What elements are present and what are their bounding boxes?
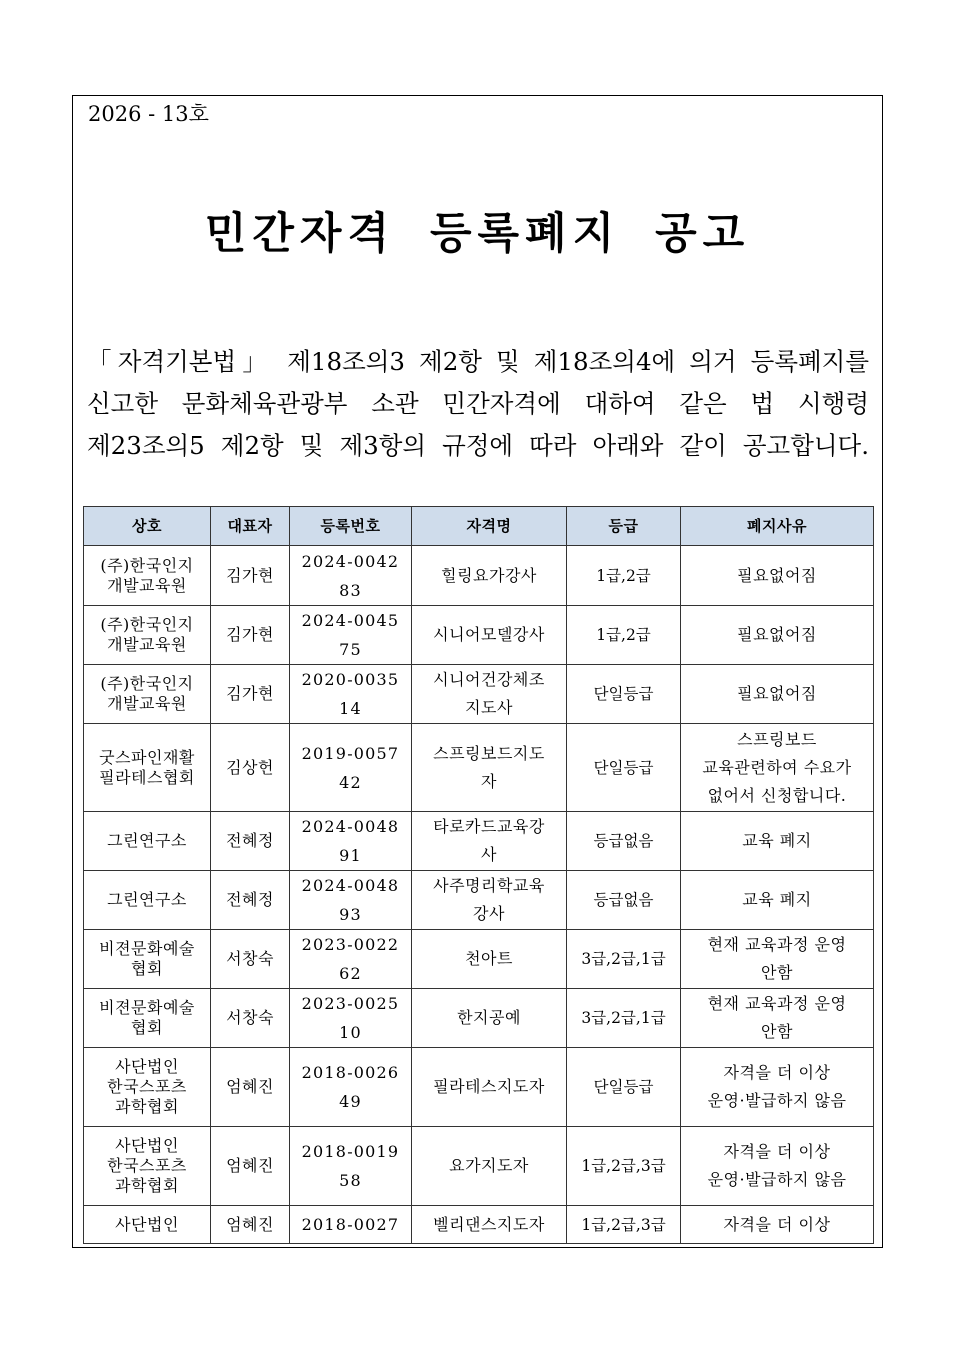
notice-body: [87, 341, 869, 467]
qualification-name-cell: [412, 871, 567, 930]
registration-number-cell-line: 75: [339, 640, 362, 659]
company-cell: [84, 871, 211, 930]
company-cell: [84, 1048, 211, 1127]
qualification-name-cell: [412, 606, 567, 665]
company-cell-line: 개발교육원: [107, 694, 187, 713]
registration-number-cell-line: 93: [339, 905, 362, 924]
body-line: 신고한 문화체육관광부 소관 민간자격에 대하여 같은 법 시행령: [87, 389, 869, 418]
company-cell-line: 한국스포츠: [107, 1156, 187, 1175]
grade-cell: 등급없음: [567, 871, 681, 930]
company-cell-line: 사단법인: [115, 1057, 179, 1076]
qualification-name-cell-line: 시니어모델강사: [433, 625, 545, 644]
company-cell: [84, 724, 211, 812]
registration-number-cell-line: 91: [339, 846, 362, 865]
company-cell: [84, 989, 211, 1048]
table-row: [84, 1048, 874, 1127]
registration-number-cell-line: 62: [339, 964, 362, 983]
registration-number-cell: [290, 606, 412, 665]
registration-number-cell: [290, 1206, 412, 1244]
registration-number-cell-line: 2024-0045: [301, 611, 400, 630]
table-row: [84, 546, 874, 606]
company-cell-line: (주)한국인지: [100, 555, 194, 575]
reason-cell: [681, 1127, 874, 1206]
document-frame: [72, 95, 883, 1248]
qualification-name-cell: [412, 546, 567, 606]
representative-cell: 엄혜진: [211, 1127, 290, 1206]
grade-cell: 단일등급: [567, 1048, 681, 1127]
table-row: [84, 989, 874, 1048]
company-cell: [84, 606, 211, 665]
company-cell-line: 개발교육원: [107, 575, 187, 595]
grade-cell: 1급,2급: [567, 606, 681, 665]
body-line: 「자격기본법」 제18조의3 제2항 및 제18조의4에 의거 등록폐지를: [87, 347, 869, 376]
representative-cell: 엄혜진: [211, 1206, 290, 1244]
company-cell-line: 그린연구소: [107, 831, 187, 850]
reason-cell-line: 교육 폐지: [742, 831, 812, 850]
qualification-name-cell-line: 벨리댄스지도자: [433, 1214, 545, 1234]
qualification-name-cell: [412, 1048, 567, 1127]
company-cell: [84, 930, 211, 989]
company-cell-line: 사단법인: [115, 1214, 179, 1234]
registration-number-cell-line: 2018-0027: [301, 1215, 400, 1234]
company-cell-line: 사단법인: [115, 1136, 179, 1155]
registration-number-cell-line: 2023-0022: [301, 935, 400, 954]
company-cell: [84, 812, 211, 871]
qualification-name-cell-line: 한지공예: [457, 1008, 521, 1027]
company-cell-line: 협회: [131, 1018, 163, 1037]
company-cell-line: 그린연구소: [107, 890, 187, 909]
reason-cell-line: 스프링보드: [737, 729, 817, 749]
qualification-name-cell-line: 타로카드교육강: [433, 817, 545, 836]
header-reason: 폐지사유: [681, 507, 874, 546]
registration-number-cell-line: 58: [339, 1171, 362, 1190]
reason-cell: [681, 665, 874, 724]
qualification-name-cell: [412, 1127, 567, 1206]
grade-cell: 1급,2급: [567, 546, 681, 606]
header-company: 상호: [84, 507, 211, 546]
reason-cell-line: 교육관련하여 수요가: [702, 757, 852, 777]
reason-cell-line: 현재 교육과정 운영: [707, 935, 847, 954]
header-registration-number: 등록번호: [290, 507, 412, 546]
notice-table: [83, 506, 874, 1244]
qualification-name-cell-line: 시니어건강체조: [433, 670, 545, 689]
reason-cell-line: 교육 폐지: [742, 890, 812, 909]
grade-cell: 단일등급: [567, 724, 681, 812]
qualification-name-cell: [412, 724, 567, 812]
qualification-name-cell-line: 지도사: [465, 698, 513, 717]
representative-cell: 엄혜진: [211, 1048, 290, 1127]
company-cell-line: 비젼문화예술: [99, 939, 195, 958]
registration-number-cell-line: 2023-0025: [301, 994, 400, 1013]
reason-cell-line: 없어서 신청합니다.: [707, 785, 847, 805]
company-cell-line: 개발교육원: [107, 635, 187, 654]
company-cell-line: (주)한국인지: [100, 674, 194, 693]
page-title: 민간자격 등록폐지 공고: [204, 209, 751, 259]
qualification-name-cell-line: 사주명리학교육: [433, 876, 545, 895]
qualification-name-cell-line: 힐링요가강사: [441, 565, 537, 585]
qualification-name-cell-line: 자: [481, 771, 497, 791]
company-cell: [84, 546, 211, 606]
table-row: [84, 1206, 874, 1244]
header-grade: 등급: [567, 507, 681, 546]
registration-number-cell-line: 14: [339, 699, 362, 718]
qualification-name-cell-line: 필라테스지도자: [433, 1077, 545, 1096]
company-cell-line: 과학협회: [115, 1097, 179, 1116]
registration-number-cell-line: 2024-0048: [301, 817, 400, 836]
company-cell-line: 과학협회: [115, 1176, 179, 1195]
table-row: [84, 930, 874, 989]
grade-cell: 3급,2급,1급: [567, 930, 681, 989]
company-cell: [84, 1127, 211, 1206]
registration-number-cell-line: 2024-0042: [301, 551, 400, 571]
table-row: [84, 606, 874, 665]
qualification-name-cell: [412, 989, 567, 1048]
header-qualification-name: 자격명: [412, 507, 567, 546]
table-row: [84, 812, 874, 871]
registration-number-cell-line: 2019-0057: [301, 743, 400, 763]
qualification-name-cell: [412, 1206, 567, 1244]
qualification-name-cell-line: 스프링보드지도: [433, 743, 545, 763]
reason-cell-line: 운영·발급하지 않음: [707, 1091, 847, 1110]
registration-number-cell: [290, 1127, 412, 1206]
registration-number-cell-line: 83: [339, 580, 362, 600]
representative-cell: 서창숙: [211, 930, 290, 989]
qualification-name-cell-line: 천아트: [465, 949, 513, 968]
qualification-name-cell-line: 사: [481, 845, 497, 864]
reason-cell-line: 필요없어짐: [737, 565, 817, 585]
grade-cell: 1급,2급,3급: [567, 1127, 681, 1206]
reason-cell-line: 필요없어짐: [737, 684, 817, 703]
table-row: [84, 665, 874, 724]
reason-cell: [681, 812, 874, 871]
table-header-row: [84, 507, 874, 546]
grade-cell: 단일등급: [567, 665, 681, 724]
reason-cell: [681, 871, 874, 930]
grade-cell: 등급없음: [567, 812, 681, 871]
registration-number-cell: [290, 989, 412, 1048]
reason-cell-line: 안함: [761, 1022, 793, 1041]
representative-cell: 전혜정: [211, 871, 290, 930]
registration-number-cell: [290, 930, 412, 989]
company-cell: [84, 665, 211, 724]
table-row: [84, 724, 874, 812]
qualification-name-cell: [412, 930, 567, 989]
grade-cell: 1급,2급,3급: [567, 1206, 681, 1244]
representative-cell: 전혜정: [211, 812, 290, 871]
company-cell-line: 한국스포츠: [107, 1077, 187, 1096]
qualification-name-cell-line: 요가지도자: [449, 1156, 529, 1175]
qualification-name-cell-line: 강사: [473, 904, 505, 923]
registration-number-cell-line: 2024-0048: [301, 876, 400, 895]
company-cell-line: 협회: [131, 959, 163, 978]
reason-cell-line: 자격을 더 이상: [723, 1214, 831, 1234]
body-line: 제23조의5 제2항 및 제3항의 규정에 따라 아래와 같이 공고합니다.: [87, 431, 869, 460]
table-row: [84, 1127, 874, 1206]
qualification-name-cell: [412, 812, 567, 871]
company-cell-line: (주)한국인지: [100, 615, 194, 634]
representative-cell: 김가현: [211, 606, 290, 665]
registration-number-cell: [290, 724, 412, 812]
company-cell-line: 굿스파인재활: [99, 747, 195, 767]
company-cell: [84, 1206, 211, 1244]
company-cell-line: 필라테스협회: [99, 767, 195, 787]
qualification-name-cell: [412, 665, 567, 724]
table-row: [84, 871, 874, 930]
reason-cell: [681, 724, 874, 812]
header-representative: 대표자: [211, 507, 290, 546]
registration-number-cell-line: 10: [339, 1023, 362, 1042]
registration-number-cell: [290, 812, 412, 871]
reason-cell: [681, 1206, 874, 1244]
reason-cell-line: 현재 교육과정 운영: [707, 994, 847, 1013]
registration-number-cell-line: 49: [339, 1092, 362, 1111]
registration-number-cell: [290, 871, 412, 930]
registration-number-cell-line: 2018-0019: [301, 1142, 400, 1161]
table-body: [84, 546, 874, 1244]
reason-cell-line: 자격을 더 이상: [723, 1063, 831, 1082]
company-cell-line: 비젼문화예술: [99, 998, 195, 1017]
reason-cell-line: 안함: [761, 963, 793, 982]
reason-cell-line: 운영·발급하지 않음: [707, 1170, 847, 1189]
reason-cell-line: 자격을 더 이상: [723, 1142, 831, 1161]
registration-number-cell-line: 2020-0035: [301, 670, 400, 689]
reason-cell: [681, 606, 874, 665]
representative-cell: 김상헌: [211, 724, 290, 812]
reason-cell: [681, 546, 874, 606]
reason-cell-line: 필요없어짐: [737, 625, 817, 644]
registration-number-cell: [290, 546, 412, 606]
grade-cell: 3급,2급,1급: [567, 989, 681, 1048]
registration-number-cell-line: 2018-0026: [301, 1063, 400, 1082]
representative-cell: 김가현: [211, 665, 290, 724]
registration-number-cell: [290, 1048, 412, 1127]
reason-cell: [681, 989, 874, 1048]
registration-number-cell: [290, 665, 412, 724]
registration-number-cell-line: 42: [339, 772, 362, 792]
representative-cell: 김가현: [211, 546, 290, 606]
issue-number: 2026 - 13호: [88, 102, 209, 126]
reason-cell: [681, 930, 874, 989]
reason-cell: [681, 1048, 874, 1127]
representative-cell: 서창숙: [211, 989, 290, 1048]
